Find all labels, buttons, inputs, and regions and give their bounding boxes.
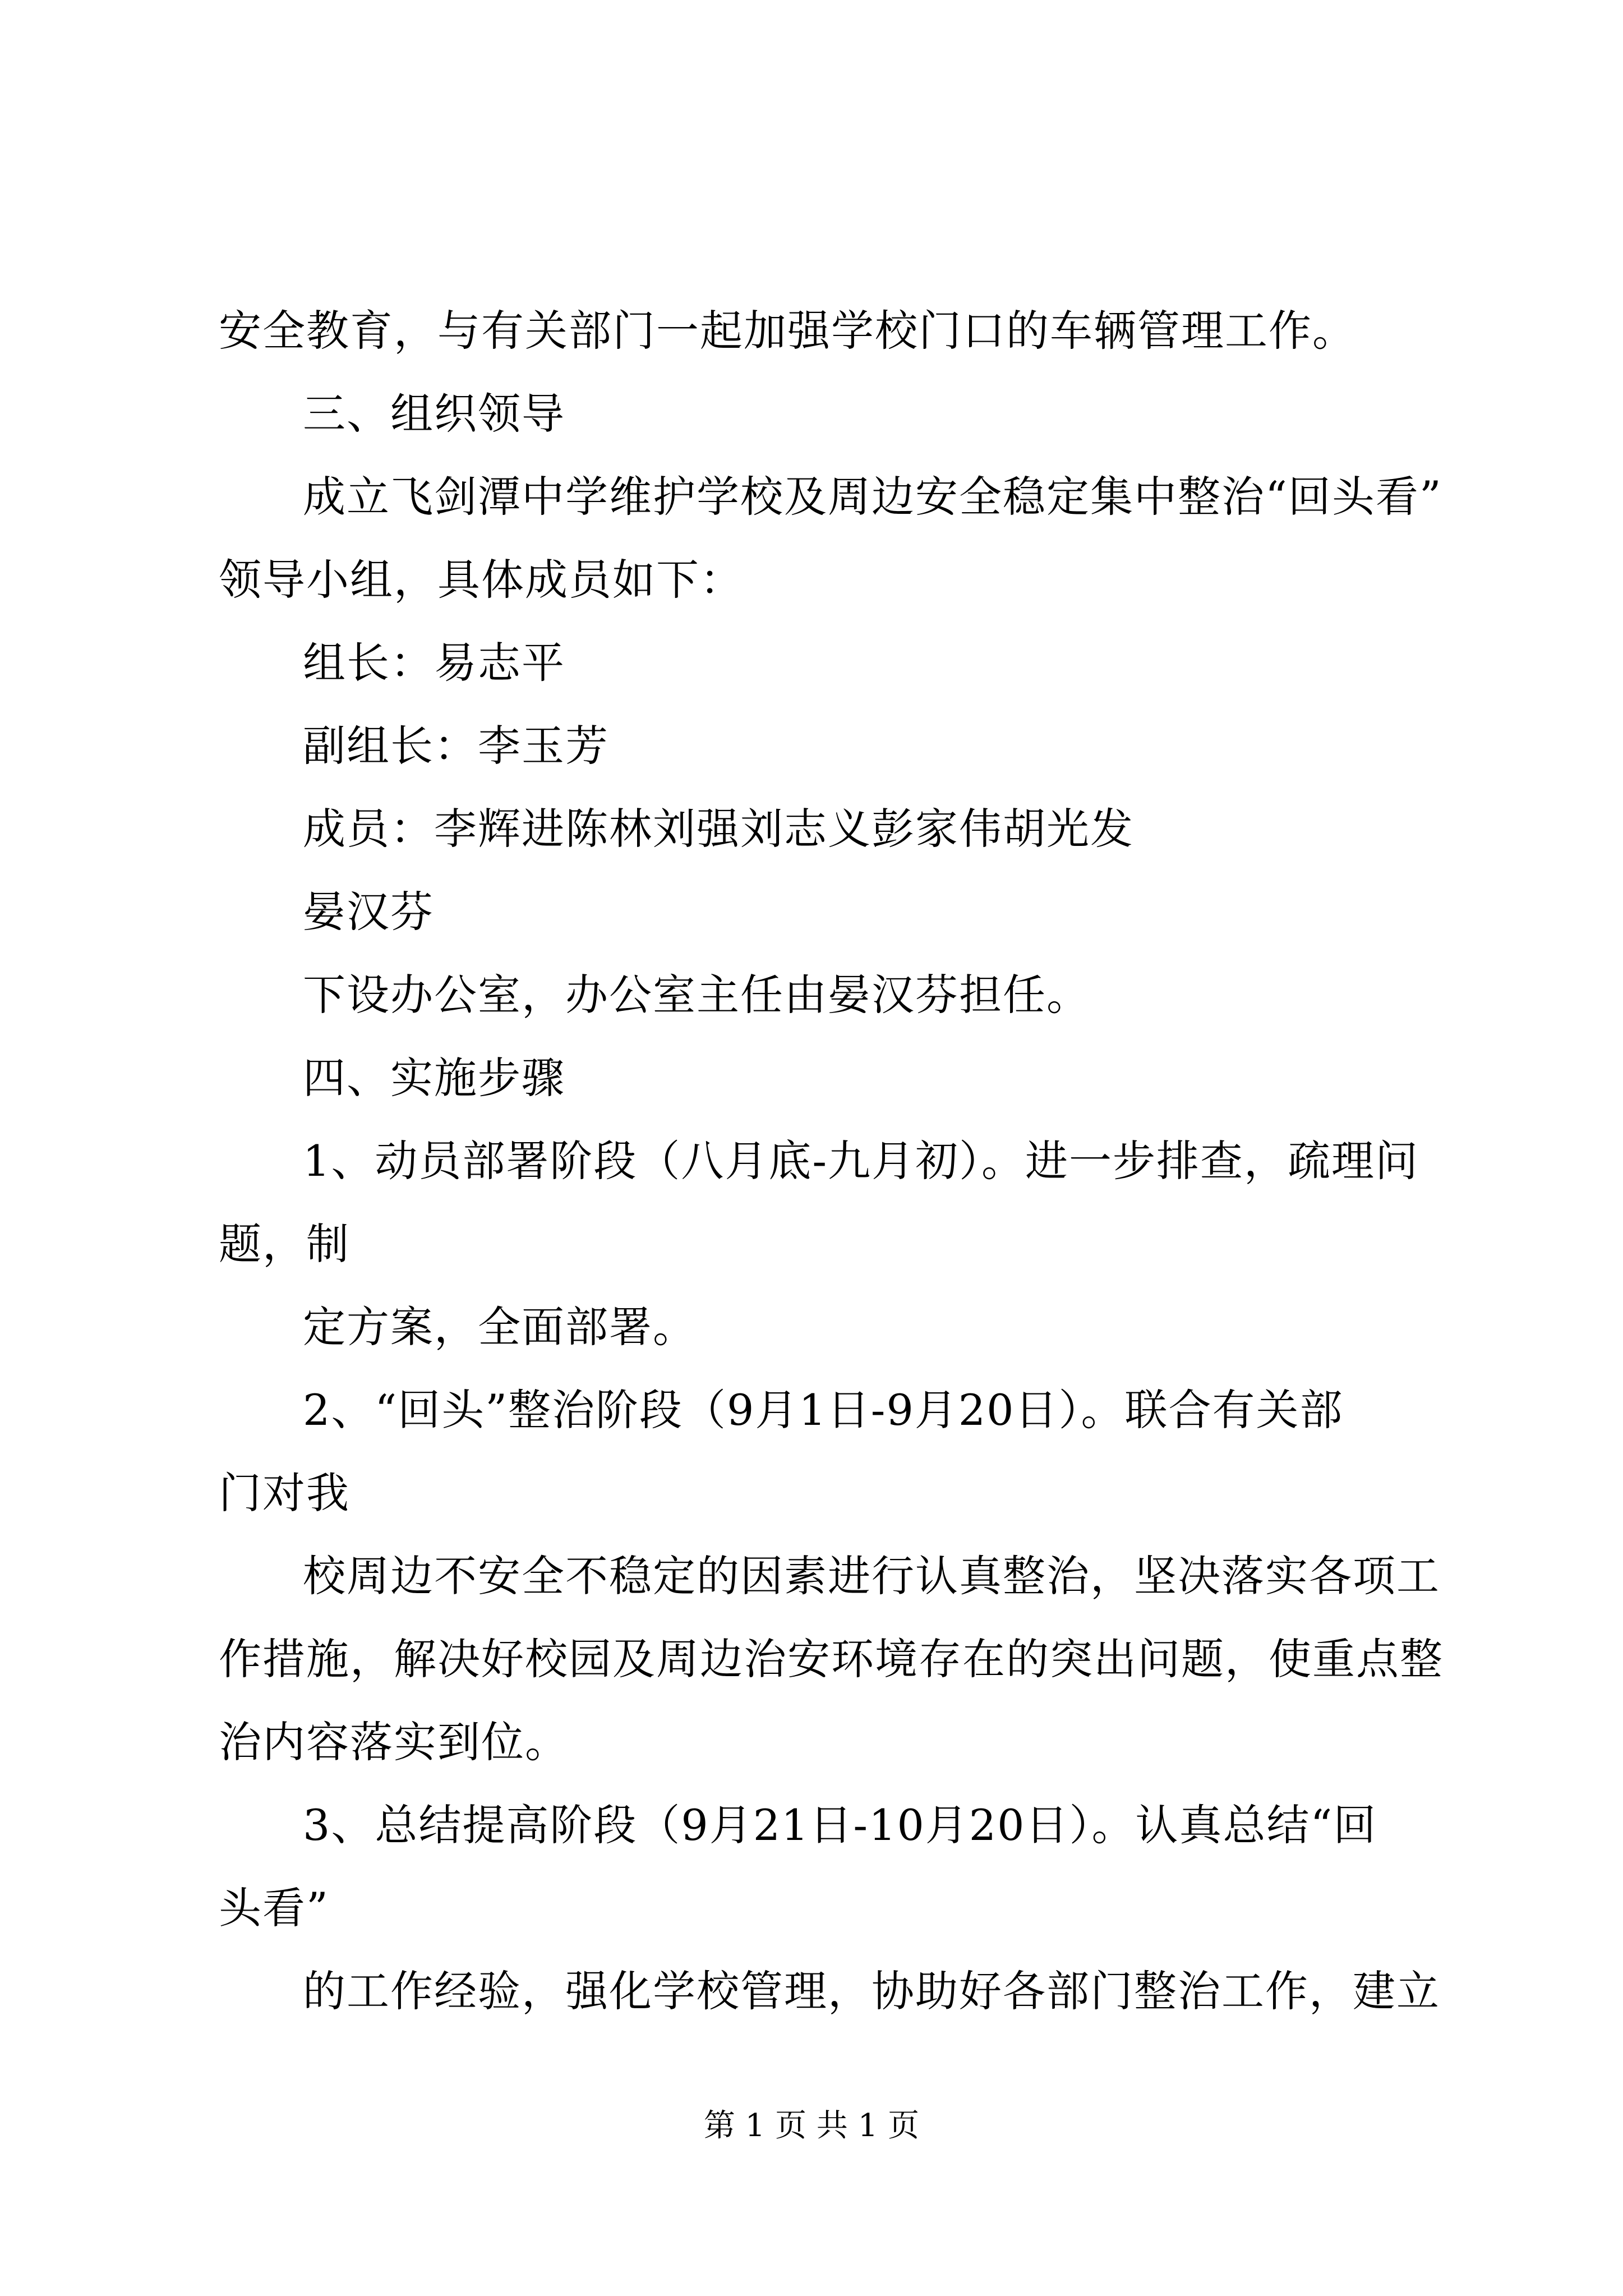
- body-line: 成立飞剑潭中学维护学校及周边安全稳定集中整治“回头看”: [303, 472, 1442, 522]
- body-line: 3、总结提高阶段（9月21日-10月20日）。认真总结“回: [303, 1800, 1377, 1850]
- page-number-footer: 第 1 页 共 1 页: [703, 2108, 920, 2144]
- section-heading: 三、组织领导: [303, 389, 565, 439]
- body-line: 副组长：李玉芳: [303, 721, 609, 771]
- body-line: 1、动员部署阶段（八月底-九月初）。进一步排查，疏理问: [303, 1136, 1419, 1186]
- body-line: 作措施，解决好校园及周边治安环境存在的突出问题，使重点整: [219, 1634, 1444, 1684]
- body-line: 安全教育，与有关部门一起加强学校门口的车辆管理工作。: [219, 306, 1356, 356]
- body-line: 治内容落实到位。: [219, 1717, 569, 1767]
- body-line: 校周边不安全不稳定的因素进行认真整治，坚决落实各项工: [303, 1551, 1440, 1601]
- body-line: 下设办公室，办公室主任由晏汉芬担任。: [303, 970, 1090, 1020]
- body-line: 成员：李辉进陈林刘强刘志义彭家伟胡光发: [303, 804, 1134, 854]
- body-line: 头看”: [219, 1883, 329, 1933]
- body-line: 的工作经验，强化学校管理，协助好各部门整治工作，建立: [303, 1966, 1440, 2016]
- body-line: 定方案，全面部署。: [303, 1302, 697, 1352]
- body-line: 门对我: [219, 1468, 350, 1518]
- body-line: 2、“回头”整治阶段（9月1日-9月20日）。联合有关部: [303, 1385, 1344, 1435]
- section-heading: 四、实施步骤: [303, 1053, 565, 1103]
- body-line: 组长：易志平: [303, 638, 565, 688]
- body-line: 领导小组，具体成员如下：: [219, 555, 744, 605]
- body-line: 题，制: [219, 1219, 350, 1269]
- body-line: 晏汉芬: [303, 887, 434, 937]
